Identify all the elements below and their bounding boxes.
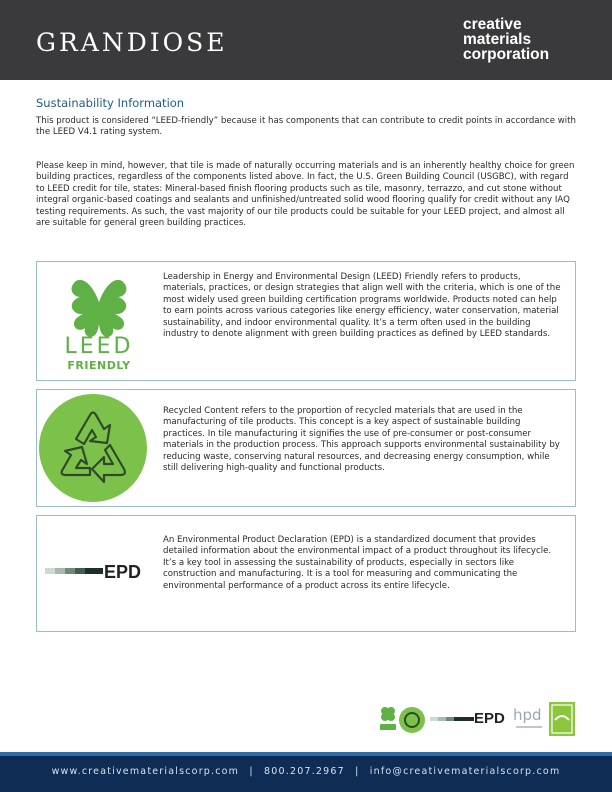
- epd-info-box: [36, 515, 576, 632]
- epd-logo: [45, 562, 151, 584]
- footer-website-link[interactable]: www.creativematerialscorp.com: [51, 766, 240, 777]
- bottom-epd-word: EPD: [474, 710, 505, 727]
- section-title: Sustainability Information: [36, 96, 185, 110]
- company-logo: [463, 17, 549, 62]
- footer-contact: [0, 766, 612, 777]
- footer-separator: |: [355, 766, 360, 777]
- tile-paragraph: Please keep in mind, however, that tile is made of naturally occurring materials and is an inherently healthy choice for green building practices, regardless of the components listed above. In fact, the U.S. Green Building Council (USGBC), with regard to LEED credit for tile, states: Mineral-based finish flooring products such as tile, masonry, terrazzo, and cut stone without integral organic-based coatings and sealants and unfinished/untreated solid wood flooring qualify for credit without any IAQ testing requirements. As such, the vast majority of our tile products could be suitable for your LEED project, and almost all are suitable for general green building practices.: [36, 161, 575, 229]
- footer-separator: |: [249, 766, 254, 777]
- footer-stripe: [0, 752, 612, 756]
- mini-leed-clover-icon: [378, 702, 426, 736]
- bottom-green-badge-logo: [549, 702, 575, 736]
- intro-paragraph: This product is considered “LEED-friendly” because it has components that can contribute to credit points in accordance with the LEED V4.1 rating system.: [36, 116, 576, 138]
- brand-logo-grandiose: GRANDIOSE: [36, 28, 228, 57]
- bottom-hpd-logo: [512, 702, 546, 736]
- footer-phone[interactable]: 800.207.2967: [264, 766, 345, 777]
- mini-epd-bar-icon: [430, 702, 474, 736]
- footer-email-link[interactable]: info@creativematerialscorp.com: [369, 766, 561, 777]
- friendly-logo-word: FRIENDLY: [67, 359, 131, 372]
- leed-info-box: [36, 261, 576, 381]
- recycle-icon: [38, 391, 148, 505]
- header-bar: [0, 0, 612, 80]
- green-badge-icon: [549, 702, 575, 736]
- epd-color-bar-icon: [45, 562, 103, 584]
- hpd-logo-rule: [516, 726, 542, 728]
- company-logo-line-2: materials: [463, 31, 532, 48]
- company-logo-line-1: creative: [463, 16, 522, 33]
- epd-logo-word: EPD: [104, 562, 142, 582]
- leed-description: Leadership in Energy and Environmental Design (LEED) Friendly refers to products, materials, practices, or design strategies that align well with the criteria, which is one of the most widely used green building certification programs worldwide. Products noted can help to earn points across various categories like energy efficiency, water conservation, material sustainability, and indoor environmental quality. It’s a term often used in the building industry to denote alignment with green building practices as defined by LEED standards.: [163, 272, 561, 340]
- leed-friendly-logo: [61, 270, 137, 375]
- bottom-leed-recycle-logos: [378, 702, 426, 736]
- recycled-description: Recycled Content refers to the proportion of recycled materials that are used in the manufacturing of tile products. This concept is a key aspect of sustainable building practices. In tile manufacturing it signifies the use of pre-consumer or post-consumer materials in the production process. This approach supports environmental sustainability by reducing waste, conserving natural resources, and decreasing energy consumption, while still delivering high-quality and functional products.: [163, 406, 560, 474]
- hpd-logo-word: hpd: [513, 706, 542, 724]
- leed-logo-word: LEED: [64, 334, 134, 359]
- epd-description: An Environmental Product Declaration (EPD) is a standardized document that provides detailed information about the environmental impact of a product throughout its lifecycle. It’s a key tool in assessing the sustainability of products, especially in sectors like construction and manufacturing. It is a tool for measuring and communicating the environmental performance of a product across its entire lifecycle.: [163, 535, 552, 591]
- company-logo-line-3: corporation: [463, 46, 550, 63]
- recycle-logo: [38, 391, 148, 505]
- recycled-info-box: [36, 389, 576, 507]
- bottom-epd-logo: [430, 702, 508, 736]
